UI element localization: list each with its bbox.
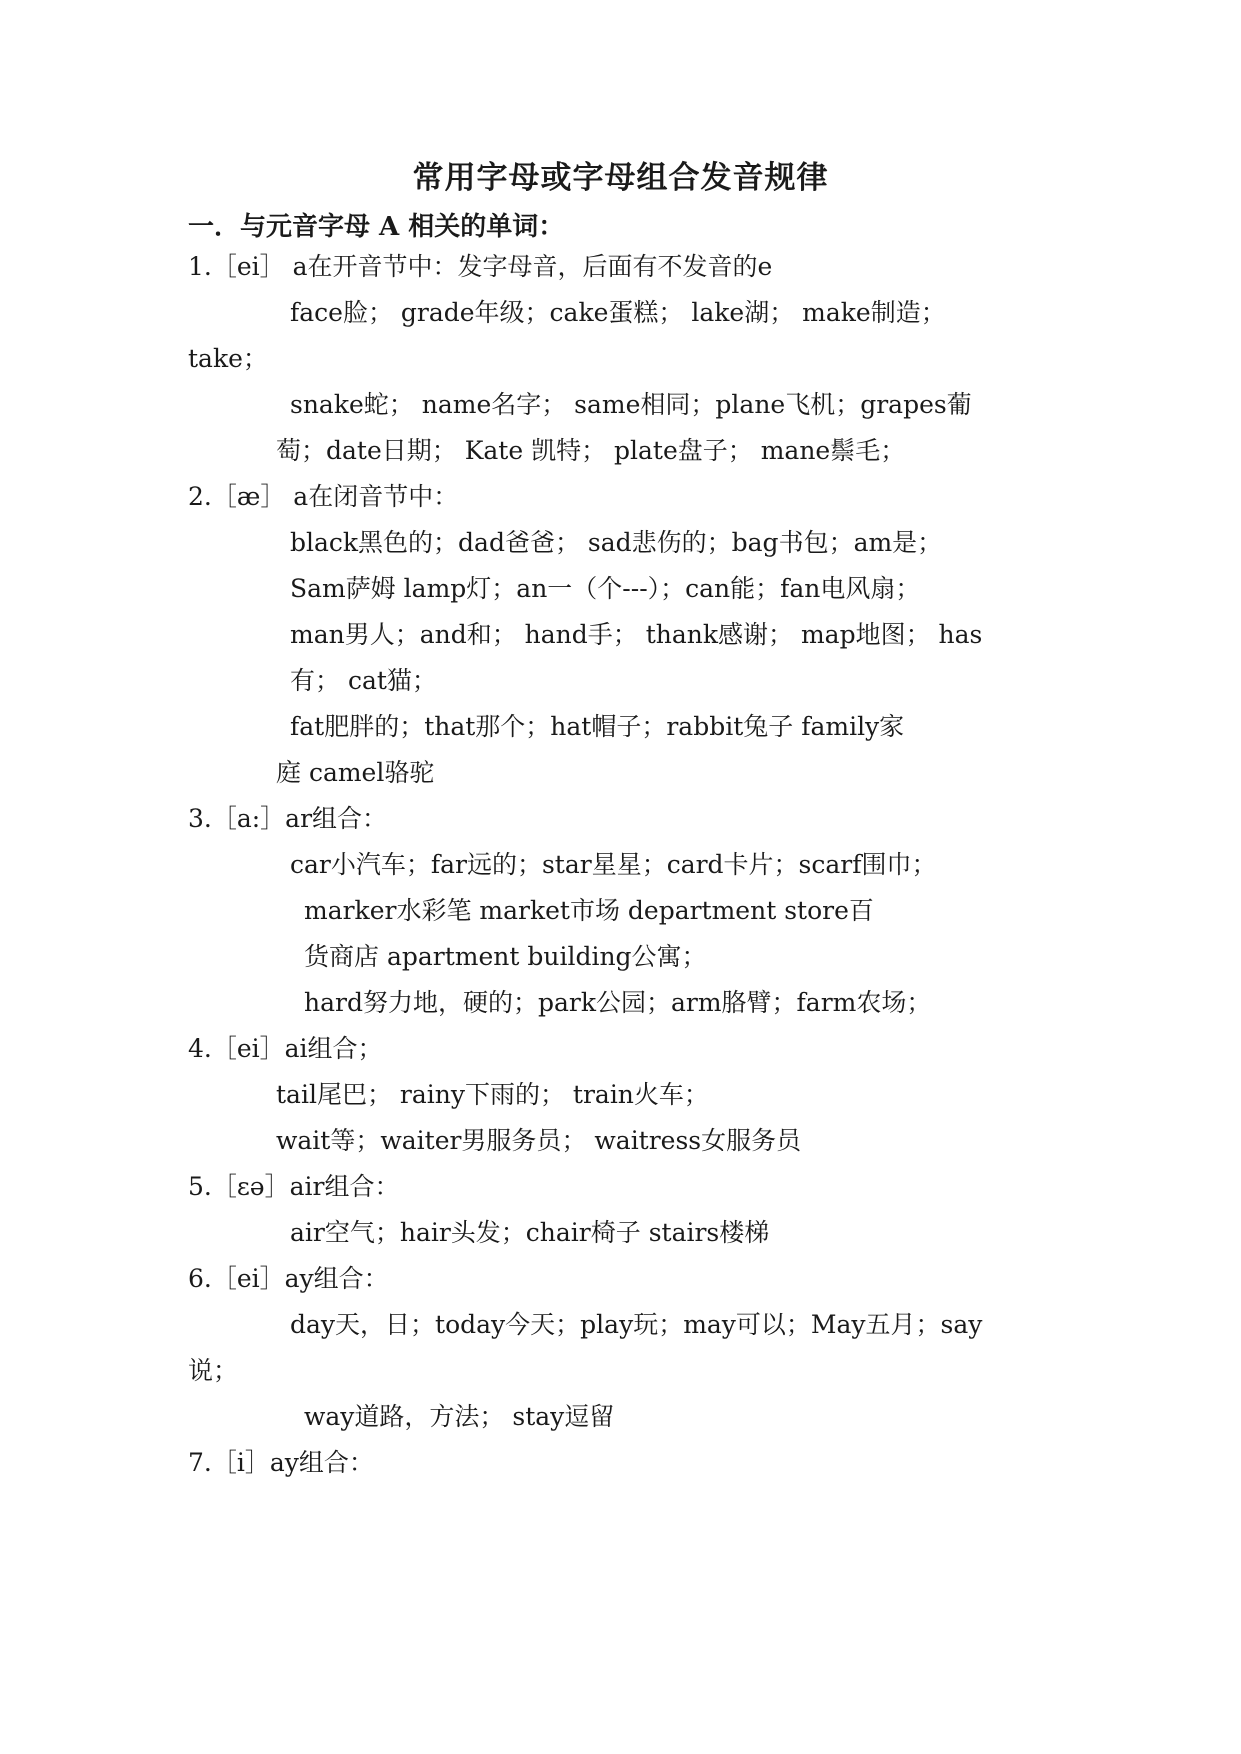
text-line: 有； cat猫； [290,666,437,695]
text-line: fat肥胖的；that那个；hat帽子；rabbit兔子 family家 [290,712,905,741]
text-line: 庭 camel骆驼 [276,758,435,787]
text-line: man男人；and和； hand手； thank感谢； map地图； has [290,620,983,649]
section-heading: 一．与元音字母 A 相关的单词： [188,212,565,242]
text-line: 2.［æ］ a在闭音节中： [188,482,459,511]
text-line: car小汽车；far远的；star星星；card卡片；scarf围巾； [290,850,937,879]
text-line: marker水彩笔 market市场 department store百 [304,896,874,925]
page-title: 常用字母或字母组合发音规律 [412,160,829,196]
text-line: 7.［i］ay组合： [188,1448,374,1477]
text-line: Sam萨姆 lamp灯；an一（个---）；can能；fan电风扇； [290,574,921,603]
text-line: 6.［ei］ay组合： [188,1264,389,1293]
text-line: 5.［εə］air组合： [188,1172,400,1201]
text-line: air空气；hair头发；chair椅子 stairs楼梯 [290,1218,770,1247]
text-line: black黑色的；dad爸爸； sad悲伤的；bag书包；am是； [290,528,943,557]
text-line: wait等；waiter男服务员； waitress女服务员 [276,1126,802,1155]
text-line: 3.［a:］ar组合： [188,804,388,833]
text-line: 萄；date日期； Kate 凯特； plate盘子； mane鬃毛； [276,436,906,465]
text-line: day天，日；today今天；play玩；may可以；May五月；say [290,1310,983,1339]
text-line: hard努力地，硬的；park公园；arm胳臂；farm农场； [304,988,932,1017]
text-line: tail尾巴； rainy下雨的； train火车； [276,1080,709,1109]
text-line: take； [188,344,268,373]
text-line: 1.［ei］ a在开音节中：发字母音，后面有不发音的e [188,252,773,281]
text-line: snake蛇； name名字； same相同；plane飞机；grapes葡 [290,390,972,419]
text-line: face脸； grade年级；cake蛋糕； lake湖； make制造； [290,298,946,327]
text-line: 说； [188,1356,239,1385]
text-line: 货商店 apartment building公寓； [304,942,707,971]
text-line: way道路，方法； stay逗留 [304,1402,615,1431]
text-line: 4.［ei］ai组合； [188,1034,383,1063]
